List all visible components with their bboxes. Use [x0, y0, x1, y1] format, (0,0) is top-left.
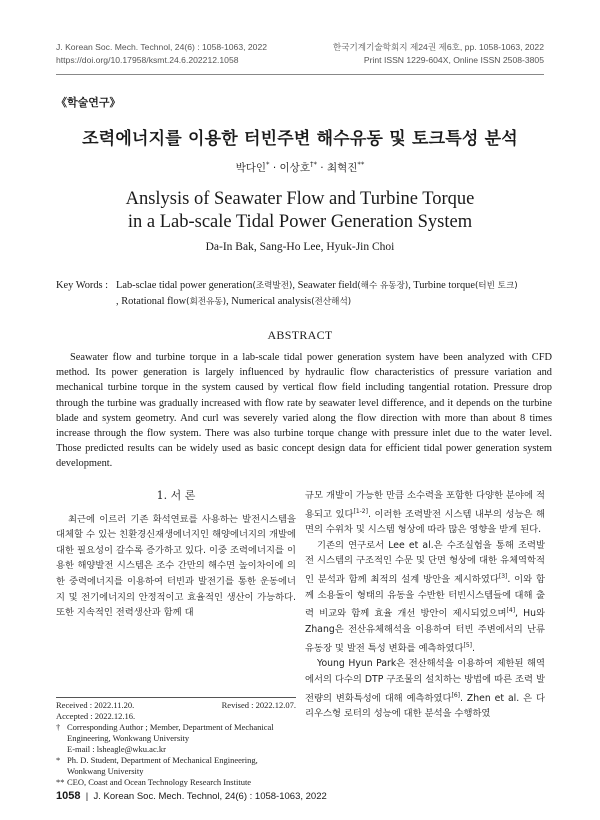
- title-english-line1: Anslysis of Seawater Flow and Turbine Torque: [125, 189, 475, 209]
- revised-date: Revised : 2022.12.07.: [221, 700, 296, 710]
- footnote-mark: *: [56, 755, 61, 765]
- body-paragraph: [305, 656, 545, 721]
- keyword-korean: (해수 유동장): [357, 281, 409, 291]
- footnote-corresponding-author: [56, 722, 296, 744]
- body-text: Young Hyun Park은 전산해석을 이용하여 제한된 해역에서의 다수의 DTP 구조물의 설치하는 방법에 따른 조력 발전량의 변화특성에 대해 예측하였다: [305, 658, 545, 704]
- footnote-mark: **: [56, 777, 65, 787]
- keyword-korean: (전산해석): [311, 297, 352, 307]
- author-name: 이상호: [279, 162, 310, 174]
- author-separator: ·: [269, 162, 280, 174]
- citation-ref: [5]: [463, 641, 472, 649]
- keyword: Lab-sclae tidal power generation: [116, 280, 253, 291]
- authors-korean: [0, 160, 600, 175]
- footnote-ceo: [56, 777, 296, 788]
- title-english: [0, 188, 600, 234]
- body-column-right: [305, 488, 545, 722]
- keyword: , Rotational flow: [116, 296, 187, 307]
- header-divider: [56, 74, 544, 75]
- author-mark: †*: [309, 160, 317, 169]
- page-number: 1058: [56, 790, 81, 802]
- article-category: 《학술연구》: [56, 96, 121, 109]
- footnote-text: CEO, Coast and Ocean Technology Research Institute: [67, 777, 252, 787]
- author-separator: ·: [316, 162, 327, 174]
- authors-english: Da-In Bak, Sang-Ho Lee, Hyuk-Jin Choi: [205, 241, 395, 253]
- body-text: . 이러한 조력발전 시스템 내부의 성능은 해면의 수위차 및 시스템 형상에 따라 많은 영향을 받게 된다.: [305, 508, 545, 536]
- citation-ref: [4]: [506, 607, 516, 615]
- footnote-student: [56, 755, 296, 777]
- section-heading-introduction: 1. 서 론: [156, 489, 196, 502]
- keywords-block: [56, 278, 552, 310]
- author-name: 최혁진: [326, 162, 358, 174]
- footnote-mark: †: [56, 722, 61, 732]
- body-text: . Zhen et al. 은 다리우스형 로터의 성능에 대한 분석을 수행하였: [305, 692, 545, 720]
- email-link[interactable]: E-mail : lsheagle@wku.ac.kr: [67, 744, 166, 754]
- header-journal-citation: J. Korean Soc. Mech. Technol, 24(6) : 1058-1063, 2022: [56, 42, 267, 52]
- citation-ref: [3]: [498, 573, 508, 581]
- footnote-email: [56, 744, 296, 755]
- footnote-text: Corresponding Author ; Member, Department of Mechanical Engineering, Wonkwang University: [67, 722, 274, 743]
- footnote-text: Ph. D. Student, Department of Mechanical Engineering, Wonkwang University: [67, 755, 258, 776]
- footer-journal: J. Korean Soc. Mech. Technol, 24(6) : 1058-1063, 2022: [93, 791, 327, 802]
- abstract-text: Seawater flow and turbine torque in a lab-scale tidal power generation system have been analyzed with CFD method. Its power generation is largely influenced by hydraulic flow characteristics of pressure variation and mechanical turbine torque in the system caused by vertical flow field including tangential rotation. Pressure drop through the turbine was gradually increased with flow rate by seawater level difference, and it depends on the turbine blade and system geometry. And curl was severely varied along the flow direction with more than about 8 times increase through the flow system. There was also turbine torque change with pressure inlet due to the water level. Those predicted results can be widely used as basic concept design data for efficient tidal power generation system development.: [56, 352, 552, 470]
- header-issn: Print ISSN 1229-604X, Online ISSN 2508-3805: [363, 55, 544, 65]
- footnotes: [56, 700, 296, 788]
- abstract-heading: ABSTRACT: [267, 328, 333, 342]
- keywords-list: [116, 278, 552, 310]
- author-mark: *: [266, 160, 270, 169]
- body-paragraph: [305, 538, 545, 656]
- citation-ref: [6]: [451, 691, 460, 699]
- keyword-korean: (조력발전): [252, 281, 293, 291]
- header-left: [56, 41, 267, 67]
- body-text: 규모 개발이 가능한 만큼 소수력을 포함한 다양한 분야에 적용되고 있다: [305, 490, 545, 520]
- keyword-korean: (터빈 토크): [474, 281, 518, 291]
- footnote-divider: [56, 697, 296, 698]
- keyword: , Numerical analysis: [226, 296, 312, 307]
- header-right: [333, 41, 544, 67]
- title-korean: 조력에너지를 이용한 터빈주변 해수유동 및 토크특성 분석: [82, 129, 518, 149]
- accepted-date: Accepted : 2022.12.16.: [56, 711, 136, 721]
- author-name: 박다인: [235, 162, 267, 174]
- body-text: , Hu와 Zhang은 전산유체해석을 이용하여 터빈 주변에서의 난류 유동장 및 발전 특성 변화를 예측하였다: [305, 608, 545, 654]
- keyword: , Turbine torque: [408, 280, 475, 291]
- citation-ref: [1-2]: [353, 507, 368, 515]
- received-date: Received : 2022.11.20.: [56, 700, 135, 710]
- body-text: 기존의 연구로서 Lee et al.은 수조실험을 통해 조력발전 시스템의 구조적인 수문 및 단면 형상에 대한 유체역학적인 분석과 함께 최적의 설계 방안을 제시하였다: [305, 539, 545, 586]
- footnote-dates-row: [56, 700, 296, 711]
- body-text: . 이와 함께 소용돌이 형태의 유동을 수반한 터빈시스템들에 대해 출력 비교와 함께 효율 개선 방안이 제시되었으며: [305, 574, 545, 620]
- body-column-left: [56, 488, 296, 621]
- header-journal-citation-ko: 한국기계기술학회지 제24권 제6호, pp. 1058-1063, 2022: [332, 42, 544, 52]
- footer-separator: |: [83, 791, 91, 802]
- title-english-line2: in a Lab-scale Tidal Power Generation System: [127, 212, 473, 232]
- header-doi-link[interactable]: https://doi.org/10.17958/ksmt.24.6.202212.1058: [56, 55, 239, 65]
- body-paragraph: [305, 488, 545, 538]
- keywords-label: Key Words :: [56, 280, 109, 291]
- keyword: , Seawater field: [292, 280, 358, 291]
- body-text: .: [471, 642, 475, 654]
- page-footer: [56, 790, 327, 802]
- body-paragraph: 최근에 이르러 기존 화석연료를 사용하는 발전시스템을 대체할 수 있는 친환경신재생에너지인 해양에너지의 개발에 대한 필요성이 갈수록 증가하고 있다. 이중 조력에너지를 이용한 해양발전 시스템은 조수 간만의 해수면 높이차이에 의한 중력에너지를 이용하여 터빈과 발전기를 통한 운동에너지 및 전기에너지의 안정적이고 효율적인 생산이 가능하다. 또한 지속적인 전력생산과 함께 대: [56, 513, 296, 619]
- keyword-korean: (회전유동): [186, 297, 227, 307]
- author-mark: **: [357, 160, 365, 169]
